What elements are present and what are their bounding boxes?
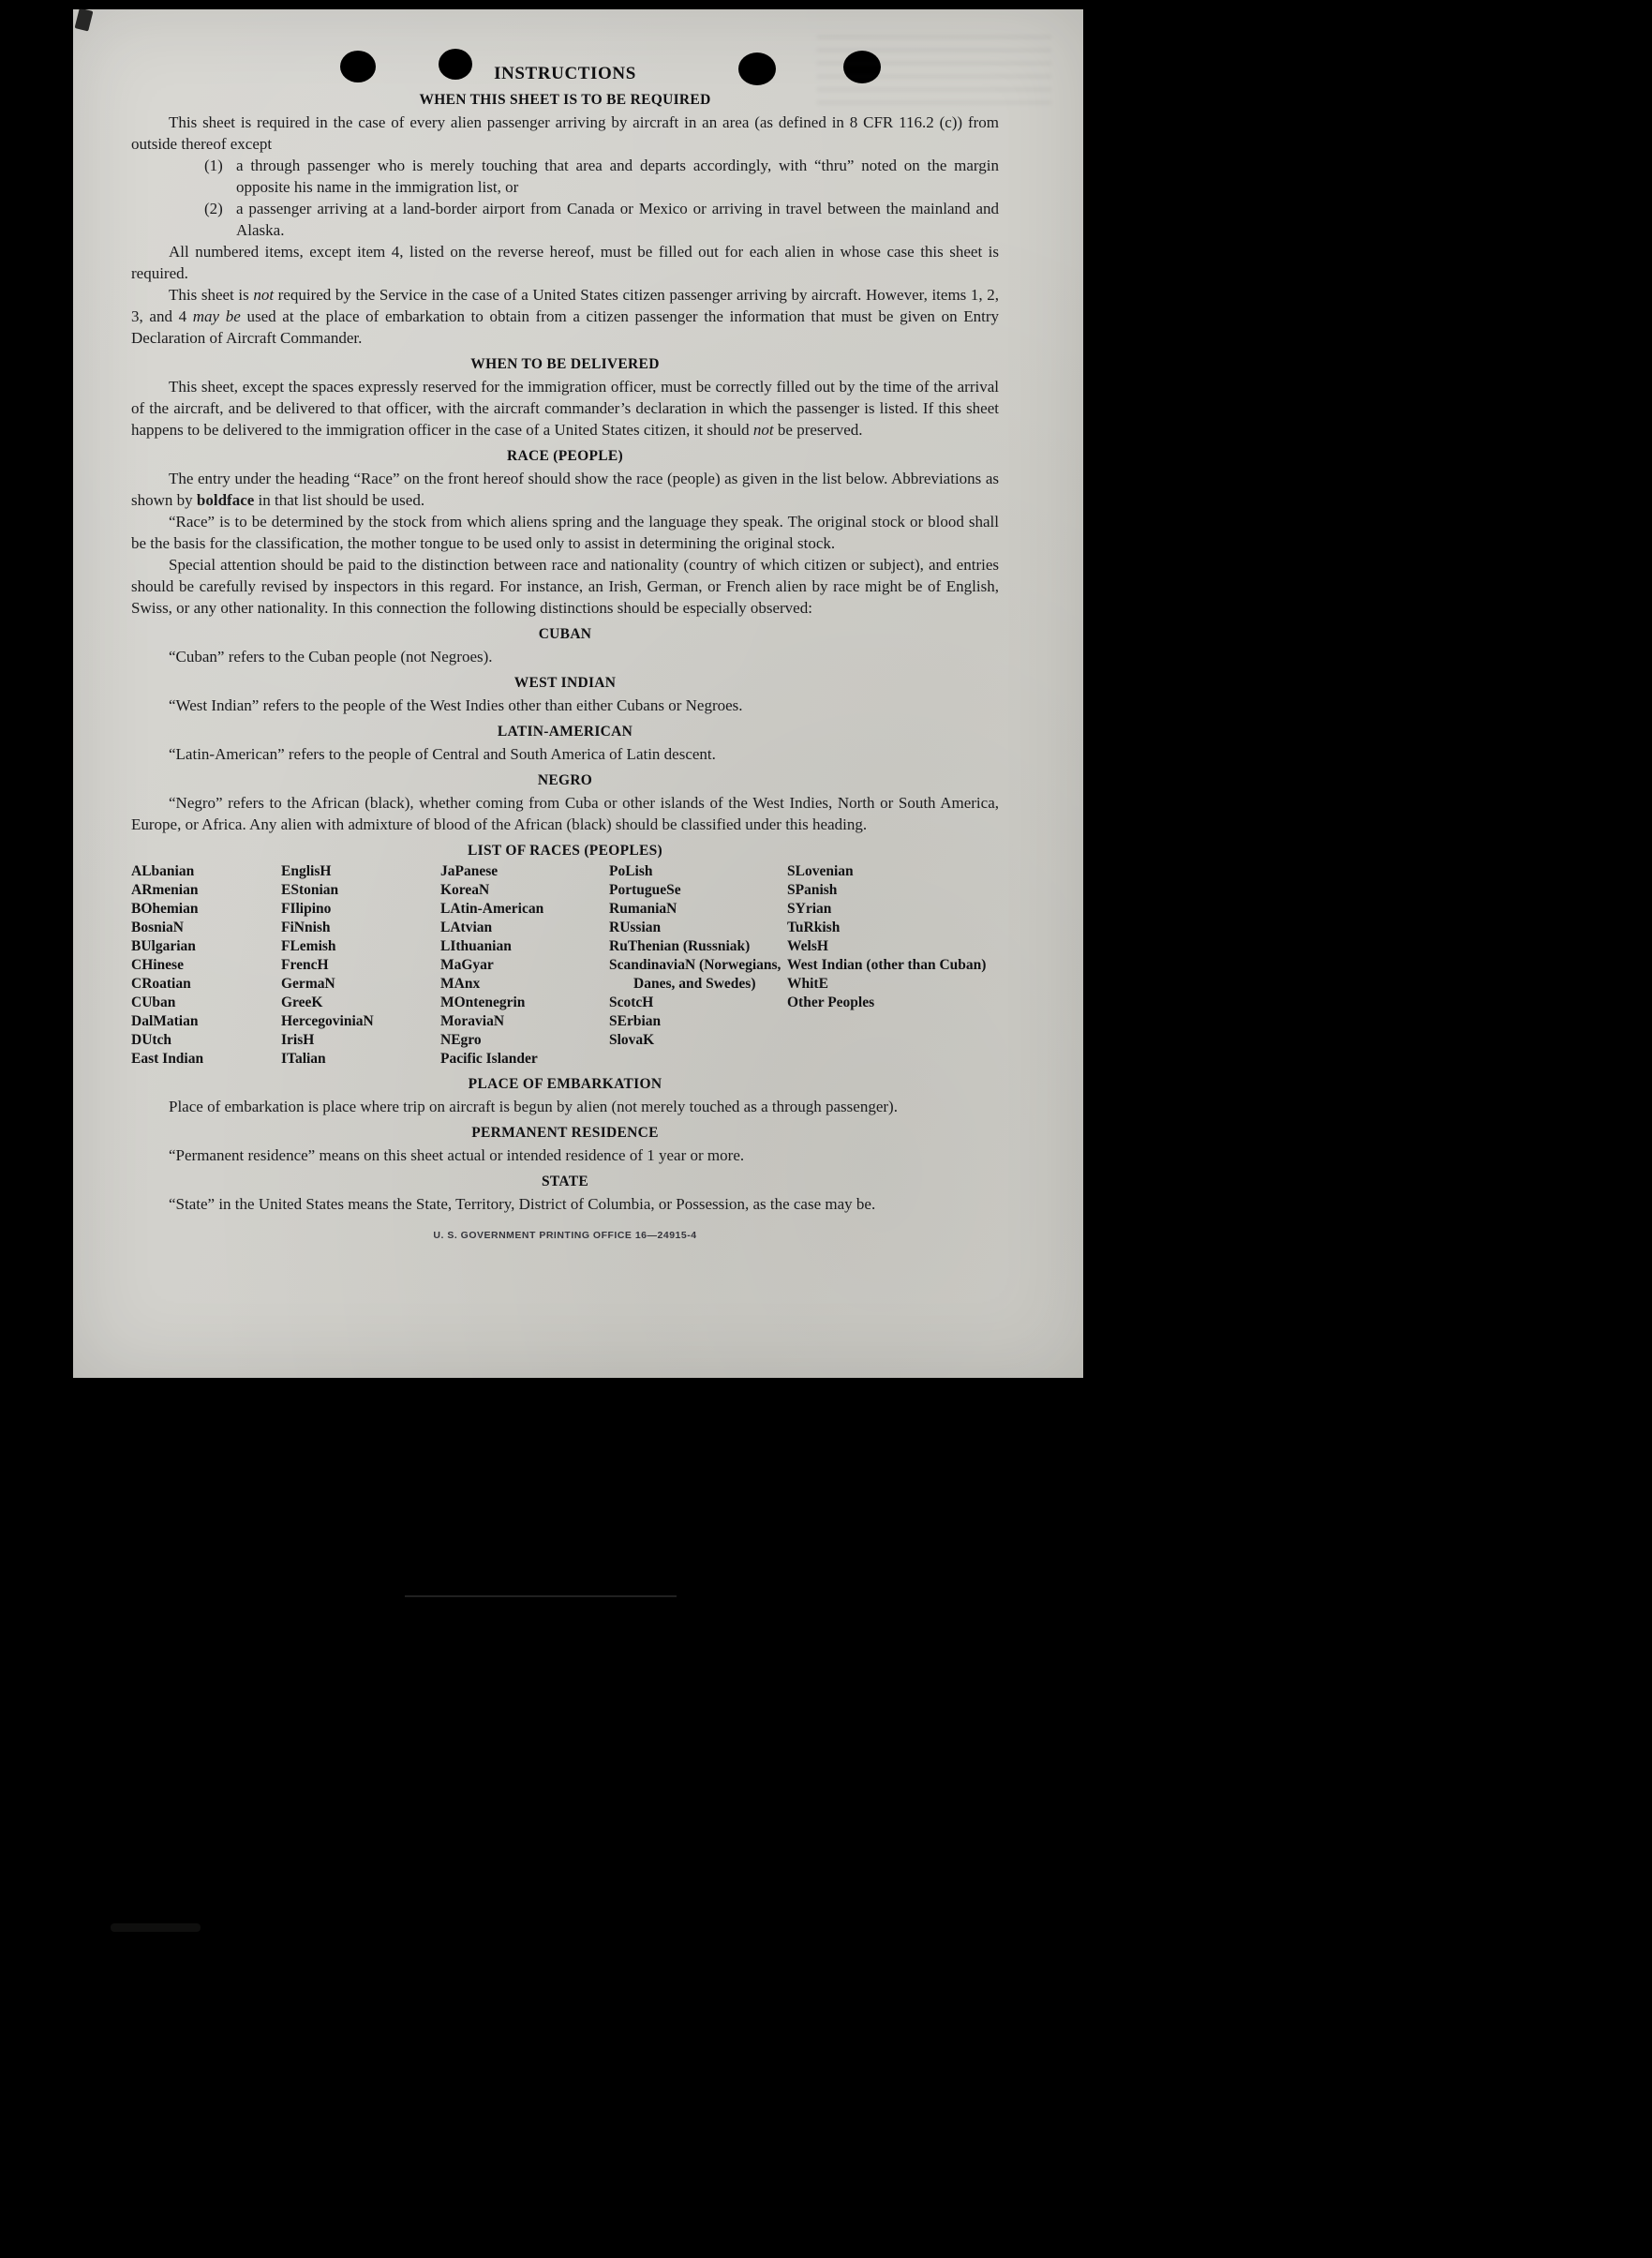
scan-artifact	[111, 1923, 201, 1932]
text-segment: The entry under the heading “Race” on the front hereof should show the race (people) as given in the list below. Abbreviations as shown by	[131, 470, 999, 509]
race-list-item: CRoatian	[131, 976, 191, 992]
race-list-item: MaGyar	[440, 957, 494, 973]
text-segment: used at the place of embarkation to obtain from a citizen passenger the information that must be given on Entry Declaration of Aircraft Commander.	[131, 307, 999, 347]
scan-artifact	[75, 8, 94, 32]
race-list-item: RumaniaN	[609, 901, 677, 917]
race-list-item: FrencH	[281, 957, 329, 973]
section-heading-state: STATE	[541, 1174, 589, 1189]
race-list-item: LAtin-American	[440, 901, 544, 917]
item-text: a passenger arriving at a land-border airport from Canada or Mexico or arriving in travel between the mainland and Alaska.	[236, 200, 999, 239]
paragraph-citizen-note	[131, 284, 999, 349]
race-list-item: SYrian	[787, 901, 832, 917]
hole-punch	[439, 49, 472, 80]
race-list-item: IrisH	[281, 1032, 315, 1048]
text-segment: This sheet, except the spaces expressly reserved for the immigration officer, must be correctly filled out by the time of the arrival of the aircraft, and be delivered to that officer, with the aircraft commander’s declaration in which the passenger is listed. If this sheet happens to be delivered to the immigration officer in the case of a United States citizen, it should	[131, 378, 999, 439]
paragraph-west-indian: “West Indian” refers to the people of the West Indies other than either Cubans or Negroes.	[169, 696, 743, 714]
numbered-item-1	[204, 155, 999, 198]
race-list-item: TuRkish	[787, 920, 841, 935]
section-heading-when-required: WHEN THIS SHEET IS TO BE REQUIRED	[419, 92, 711, 108]
page-title: INSTRUCTIONS	[494, 64, 636, 83]
race-list-item: ARmenian	[131, 882, 199, 898]
race-list-item: LAtvian	[440, 920, 493, 935]
race-list-item: CUban	[131, 994, 176, 1010]
race-list-item: BUlgarian	[131, 938, 196, 954]
race-list-item: MAnx	[440, 976, 481, 992]
bleedthrough-ghost-text	[817, 36, 1051, 105]
race-list-item: RuThenian (Russniak)	[609, 938, 751, 954]
race-list-item: HercegoviniaN	[281, 1013, 374, 1029]
section-heading-negro: NEGRO	[537, 772, 593, 788]
text-segment-italic: not	[253, 286, 275, 304]
paragraph-race-stock: “Race” is to be determined by the stock from which aliens spring and the language they speak. The original stock or blood shall be the basis for the classification, the mother tongue to be used only to assist in determining the original stock.	[131, 513, 999, 552]
race-list-item: PoLish	[609, 863, 653, 879]
race-list-item: GreeK	[281, 994, 323, 1010]
races-column-2	[281, 862, 440, 1069]
races-column-3	[440, 862, 609, 1069]
race-list-item: SLovenian	[787, 863, 854, 879]
section-heading-latin-american: LATIN-AMERICAN	[497, 724, 633, 740]
hole-punch	[738, 52, 776, 85]
race-list-item: PortugueSe	[609, 882, 681, 898]
race-list-item: East Indian	[131, 1051, 204, 1067]
race-list-item: FiNnish	[281, 920, 331, 935]
text-segment-bold: boldface	[196, 491, 255, 509]
race-list-item: CHinese	[131, 957, 184, 973]
race-list-item: SErbian	[609, 1013, 662, 1029]
text-segment: This sheet is	[169, 286, 254, 304]
race-list-item: GermaN	[281, 976, 335, 992]
race-list-item: NEgro	[440, 1032, 482, 1048]
races-column-1	[131, 862, 281, 1069]
paragraph-embarkation: Place of embarkation is place where trip on aircraft is begun by alien (not merely touched as a through passenger).	[169, 1098, 898, 1115]
paragraph-delivered	[131, 376, 999, 441]
race-list-item: WelsH	[787, 938, 828, 954]
race-list-item: MOntenegrin	[440, 994, 526, 1010]
race-list-item: FLemish	[281, 938, 336, 954]
race-list-item: FIlipino	[281, 901, 332, 917]
paragraph-residence: “Permanent residence” means on this sheet actual or intended residence of 1 year or more.	[169, 1146, 745, 1164]
race-list-item: WhitE	[787, 976, 828, 992]
race-list-item: SPanish	[787, 882, 838, 898]
races-table	[131, 862, 999, 1069]
text-segment: be preserved.	[773, 421, 863, 439]
section-heading-residence: PERMANENT RESIDENCE	[471, 1125, 659, 1141]
hole-punch	[340, 51, 376, 82]
race-list-item: BosniaN	[131, 920, 184, 935]
races-column-4	[609, 862, 787, 1069]
scan-artifact	[405, 1595, 677, 1597]
paragraph-negro: “Negro” refers to the African (black), whether coming from Cuba or other islands of the West Indies, North or South America, Europe, or Africa. Any alien with admixture of blood of the African (black) should be classified under this heading.	[131, 794, 999, 833]
race-list-item: DalMatian	[131, 1013, 199, 1029]
race-list-item: LIthuanian	[440, 938, 512, 954]
paragraph-required-intro: This sheet is required in the case of every alien passenger arriving by aircraft in an area (as defined in 8 CFR 116.2 (c)) from outside thereof except	[131, 113, 999, 153]
race-list-item: DUtch	[131, 1032, 172, 1048]
paragraph-cuban: “Cuban” refers to the Cuban people (not Negroes).	[169, 648, 493, 665]
race-list-item: Other Peoples	[787, 994, 875, 1010]
race-list-item: EnglisH	[281, 863, 332, 879]
race-list-item: ScotcH	[609, 994, 654, 1010]
race-list-item: EStonian	[281, 882, 339, 898]
race-list-item: ScandinaviaN (Norwegians, Danes, and Swedes)	[609, 957, 781, 992]
gpo-imprint: U. S. GOVERNMENT PRINTING OFFICE 16—24915-4	[433, 1230, 697, 1241]
section-heading-embarkation: PLACE OF EMBARKATION	[468, 1076, 662, 1092]
race-list-item: ITalian	[281, 1051, 326, 1067]
paragraph-race-entry	[131, 468, 999, 511]
section-heading-cuban: CUBAN	[538, 626, 592, 642]
paragraph-race-nationality: Special attention should be paid to the distinction between race and nationality (country of which citizen or subject), and entries should be carefully revised by inspectors in this regard. For instance, an Irish, German, or French alien by race might be of English, Swiss, or any other nationality. In this connection the following distinctions should be especially observed:	[131, 556, 999, 617]
text-segment: in that list should be used.	[254, 491, 425, 509]
text-segment-italic: may be	[192, 307, 241, 325]
paragraph-all-numbered-items: All numbered items, except item 4, listed on the reverse hereof, must be filled out for each alien in whose case this sheet is required.	[131, 243, 999, 282]
section-heading-west-indian: WEST INDIAN	[513, 675, 617, 691]
race-list-item: RUssian	[609, 920, 662, 935]
race-list-item: ALbanian	[131, 863, 195, 879]
item-number: (2)	[204, 200, 223, 217]
race-list-item: BOhemian	[131, 901, 199, 917]
race-list-item: SlovaK	[609, 1032, 655, 1048]
document-sheet	[73, 9, 1083, 1378]
race-list-item: Pacific Islander	[440, 1051, 538, 1067]
races-column-5	[787, 862, 999, 1069]
item-number: (1)	[204, 157, 223, 174]
section-heading-when-delivered: WHEN TO BE DELIVERED	[470, 356, 660, 372]
section-heading-list-of-races: LIST OF RACES (PEOPLES)	[467, 843, 662, 859]
paragraph-latin-american: “Latin-American” refers to the people of Central and South America of Latin descent.	[169, 745, 716, 763]
item-text: a through passenger who is merely touching that area and departs accordingly, with “thru” noted on the margin opposite his name in the immigration list, or	[236, 157, 999, 196]
text-segment-italic: not	[752, 421, 774, 439]
text-segment: required by the Service in the case of a United States citizen passenger arriving by aircraft. However, items 1, 2, 3, and 4	[131, 286, 999, 325]
paragraph-state: “State” in the United States means the State, Territory, District of Columbia, or Possession, as the case may be.	[169, 1195, 876, 1213]
race-list-item: KoreaN	[440, 882, 490, 898]
race-list-item: MoraviaN	[440, 1013, 505, 1029]
race-list-item: West Indian (other than Cuban)	[787, 957, 987, 973]
section-heading-race: RACE (PEOPLE)	[506, 448, 624, 464]
race-list-item: JaPanese	[440, 863, 499, 879]
numbered-item-2	[204, 198, 999, 241]
